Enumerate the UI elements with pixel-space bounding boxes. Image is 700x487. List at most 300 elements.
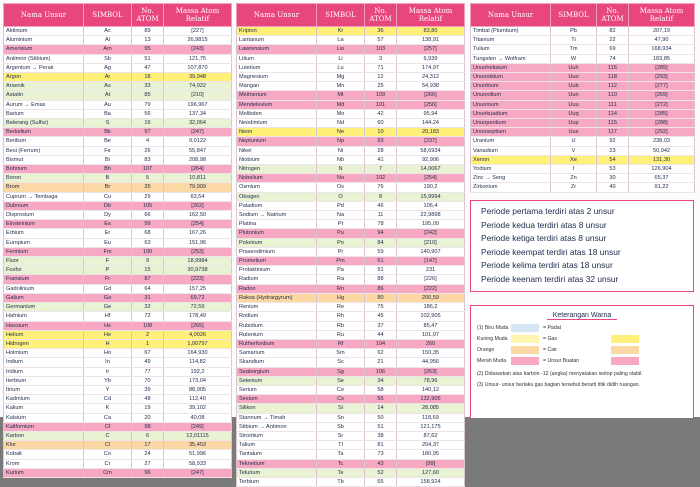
element-name: Indium bbox=[4, 358, 84, 367]
element-row bbox=[4, 257, 232, 266]
element-number: 12 bbox=[365, 73, 397, 82]
element-name: Fluor bbox=[4, 257, 84, 266]
element-number: 81 bbox=[365, 441, 397, 450]
element-mass: 157,25 bbox=[164, 284, 232, 293]
element-row bbox=[4, 358, 232, 367]
element-row bbox=[237, 109, 465, 118]
table-header-2 bbox=[237, 4, 465, 27]
element-symbol: In bbox=[84, 358, 132, 367]
element-mass: 26,9815 bbox=[164, 36, 232, 45]
element-symbol: Ge bbox=[84, 303, 132, 312]
element-symbol: Rb bbox=[317, 321, 365, 330]
element-row bbox=[237, 27, 465, 36]
element-row bbox=[4, 36, 232, 45]
element-symbol: Sb bbox=[84, 54, 132, 63]
element-name: Zinc → Seng bbox=[471, 174, 551, 183]
element-row bbox=[237, 376, 465, 385]
element-row bbox=[237, 312, 465, 321]
element-number: 108 bbox=[132, 321, 164, 330]
element-row bbox=[237, 441, 465, 450]
element-number: 75 bbox=[365, 303, 397, 312]
element-symbol: Cd bbox=[84, 395, 132, 404]
element-row bbox=[237, 73, 465, 82]
element-name: Kalium bbox=[4, 404, 84, 413]
element-number: 64 bbox=[132, 284, 164, 293]
element-number: 96 bbox=[132, 468, 164, 477]
element-row bbox=[4, 201, 232, 210]
element-number: 49 bbox=[132, 358, 164, 367]
element-number: 26 bbox=[132, 146, 164, 155]
element-mass: 58,933 bbox=[164, 459, 232, 468]
element-name: Lantanum bbox=[237, 36, 317, 45]
element-symbol: Ne bbox=[317, 128, 365, 137]
element-number: 109 bbox=[365, 91, 397, 100]
element-mass: 168,934 bbox=[629, 45, 695, 54]
element-number: 91 bbox=[365, 266, 397, 275]
element-row bbox=[4, 312, 232, 321]
element-symbol: Y bbox=[84, 385, 132, 394]
element-mass: 200,59 bbox=[397, 293, 465, 302]
element-symbol: Sm bbox=[317, 349, 365, 358]
element-mass: [254] bbox=[397, 174, 465, 183]
element-mass: 158,924 bbox=[397, 477, 465, 486]
element-name: Litium bbox=[237, 54, 317, 63]
element-row bbox=[4, 303, 232, 312]
element-name: Erbium bbox=[4, 229, 84, 238]
element-mass: 28,085 bbox=[397, 404, 465, 413]
element-row bbox=[237, 146, 465, 155]
element-row bbox=[237, 165, 465, 174]
element-table-3 bbox=[470, 3, 695, 193]
key-note: (2) Didasarkan atas karbon -12 (angka) menyatakan isotop paling stabil. bbox=[477, 371, 643, 377]
element-number: 15 bbox=[132, 266, 164, 275]
element-number: 46 bbox=[365, 201, 397, 210]
element-name: Barium bbox=[4, 109, 84, 118]
element-symbol: Lu bbox=[317, 63, 365, 72]
element-number: 98 bbox=[132, 422, 164, 431]
element-symbol: Mn bbox=[317, 82, 365, 91]
element-number: 23 bbox=[597, 146, 629, 155]
element-name: Polonium bbox=[237, 238, 317, 247]
element-mass: 74,922 bbox=[164, 82, 232, 91]
element-number: 94 bbox=[365, 229, 397, 238]
header-name: Nama Unsur bbox=[4, 4, 84, 27]
element-symbol: Li bbox=[317, 54, 365, 63]
period-info-box bbox=[470, 200, 694, 292]
element-symbol: Nb bbox=[317, 155, 365, 164]
element-row bbox=[4, 413, 232, 422]
element-symbol: Er bbox=[84, 229, 132, 238]
element-row bbox=[4, 183, 232, 192]
element-mass: 9,0122 bbox=[164, 137, 232, 146]
element-symbol: Cs bbox=[317, 395, 365, 404]
element-number: 72 bbox=[132, 312, 164, 321]
element-number: 65 bbox=[365, 477, 397, 486]
element-table-1 bbox=[3, 3, 232, 478]
element-row bbox=[237, 45, 465, 54]
element-name: Protaktinium bbox=[237, 266, 317, 275]
element-row bbox=[471, 63, 695, 72]
element-row bbox=[4, 404, 232, 413]
element-row bbox=[4, 137, 232, 146]
element-mass: 180,95 bbox=[397, 450, 465, 459]
element-name: Klor bbox=[4, 441, 84, 450]
element-mass: [99] bbox=[397, 459, 465, 468]
element-mass: 14,0067 bbox=[397, 165, 465, 174]
element-row bbox=[4, 220, 232, 229]
element-number: 19 bbox=[132, 404, 164, 413]
element-row bbox=[471, 54, 695, 63]
element-row bbox=[4, 54, 232, 63]
element-symbol: Ce bbox=[317, 385, 365, 394]
element-row bbox=[471, 174, 695, 183]
element-name: Holmium bbox=[4, 349, 84, 358]
element-name: Niobium bbox=[237, 155, 317, 164]
element-symbol: Zr bbox=[551, 183, 597, 192]
element-mass: 137,34 bbox=[164, 109, 232, 118]
element-row bbox=[237, 54, 465, 63]
element-row bbox=[4, 155, 232, 164]
element-mass: 30,9738 bbox=[164, 266, 232, 275]
element-name: Hafnium bbox=[4, 312, 84, 321]
element-number: 83 bbox=[132, 155, 164, 164]
element-mass: [266] bbox=[397, 91, 465, 100]
element-name: Kurium bbox=[4, 468, 84, 477]
element-symbol: Ag bbox=[84, 63, 132, 72]
element-name: Kadmium bbox=[4, 395, 84, 404]
element-symbol: Uuq bbox=[551, 109, 597, 118]
element-mass: [249] bbox=[164, 422, 232, 431]
element-number: 40 bbox=[597, 183, 629, 192]
element-mass: 39,102 bbox=[164, 404, 232, 413]
element-mass: [243] bbox=[164, 45, 232, 54]
element-symbol: Yb bbox=[84, 376, 132, 385]
element-name: Rutherfordium bbox=[237, 339, 317, 348]
element-name: Praseodimium bbox=[237, 247, 317, 256]
element-number: 106 bbox=[365, 367, 397, 376]
element-symbol: B bbox=[84, 174, 132, 183]
element-symbol: Co bbox=[84, 450, 132, 459]
element-number: 66 bbox=[132, 211, 164, 220]
element-mass: 91,22 bbox=[629, 183, 695, 192]
element-name: Rodium bbox=[237, 312, 317, 321]
element-row bbox=[237, 211, 465, 220]
element-row bbox=[471, 36, 695, 45]
element-number: 27 bbox=[132, 459, 164, 468]
element-number: 31 bbox=[132, 293, 164, 302]
element-name: Ununoktium bbox=[471, 73, 551, 82]
element-row bbox=[237, 229, 465, 238]
element-symbol: H bbox=[84, 339, 132, 348]
element-symbol: Pr bbox=[317, 247, 365, 256]
element-row bbox=[471, 128, 695, 137]
element-number: 103 bbox=[365, 45, 397, 54]
element-name: Serium bbox=[237, 385, 317, 394]
element-row bbox=[4, 330, 232, 339]
element-symbol: Ru bbox=[317, 330, 365, 339]
element-name: Neptunium bbox=[237, 137, 317, 146]
element-symbol: Uuu bbox=[551, 100, 597, 109]
element-number: 10 bbox=[365, 128, 397, 137]
element-name: Gadolinium bbox=[4, 284, 84, 293]
color-key-label: Kuning Muda bbox=[477, 336, 508, 342]
element-mass: 208,98 bbox=[164, 155, 232, 164]
element-row bbox=[4, 91, 232, 100]
element-name: Argentum → Perak bbox=[4, 63, 84, 72]
element-number: 92 bbox=[597, 137, 629, 146]
element-mass: 204,37 bbox=[397, 441, 465, 450]
element-number: 101 bbox=[365, 100, 397, 109]
element-row bbox=[237, 404, 465, 413]
element-mass: 196,967 bbox=[164, 100, 232, 109]
element-row bbox=[237, 339, 465, 348]
element-number: 1 bbox=[132, 339, 164, 348]
element-number: 112 bbox=[597, 82, 629, 91]
element-number: 87 bbox=[132, 275, 164, 284]
element-mass: 121,75 bbox=[164, 54, 232, 63]
element-name: Plutonium bbox=[237, 229, 317, 238]
element-mass: 78,96 bbox=[397, 376, 465, 385]
element-name: Galium bbox=[4, 293, 84, 302]
element-name: Molibden bbox=[237, 109, 317, 118]
element-symbol: P bbox=[84, 266, 132, 275]
element-row bbox=[237, 183, 465, 192]
element-mass: 4,0026 bbox=[164, 330, 232, 339]
element-symbol: Dy bbox=[84, 211, 132, 220]
element-symbol: Tl bbox=[317, 441, 365, 450]
element-mass: [288] bbox=[629, 119, 695, 128]
element-name: Nikel bbox=[237, 146, 317, 155]
element-mass: [257] bbox=[397, 45, 465, 54]
element-symbol: Al bbox=[84, 36, 132, 45]
color-key-meaning: = Unsur Buatan bbox=[543, 358, 580, 364]
element-symbol: Bh bbox=[84, 165, 132, 174]
element-number: 6 bbox=[132, 431, 164, 440]
element-number: 42 bbox=[365, 109, 397, 118]
element-mass: 69,72 bbox=[164, 293, 232, 302]
element-number: 95 bbox=[132, 45, 164, 54]
element-number: 53 bbox=[597, 165, 629, 174]
element-row bbox=[471, 119, 695, 128]
element-number: 62 bbox=[365, 349, 397, 358]
element-name: Itrium bbox=[4, 385, 84, 394]
element-mass: 35,453 bbox=[164, 441, 232, 450]
element-symbol: La bbox=[317, 36, 365, 45]
element-number: 68 bbox=[132, 229, 164, 238]
element-number: 16 bbox=[132, 119, 164, 128]
element-symbol: W bbox=[551, 54, 597, 63]
element-mass: 260 bbox=[397, 339, 465, 348]
element-symbol: Sb bbox=[317, 422, 365, 431]
element-row bbox=[237, 100, 465, 109]
element-number: 99 bbox=[132, 220, 164, 229]
element-name: Argon bbox=[4, 73, 84, 82]
element-mass: [285] bbox=[629, 109, 695, 118]
element-row bbox=[237, 349, 465, 358]
element-mass: [277] bbox=[629, 82, 695, 91]
element-symbol: Fr bbox=[84, 275, 132, 284]
element-number: 5 bbox=[132, 174, 164, 183]
element-mass: 138,91 bbox=[397, 36, 465, 45]
element-mass: 55,847 bbox=[164, 146, 232, 155]
element-row bbox=[237, 275, 465, 284]
color-swatch bbox=[611, 324, 639, 332]
element-name: Einsteinium bbox=[4, 220, 84, 229]
element-mass: 151,96 bbox=[164, 238, 232, 247]
element-name: Meitnerium bbox=[237, 91, 317, 100]
element-number: 45 bbox=[365, 312, 397, 321]
element-mass: [293] bbox=[629, 73, 695, 82]
element-symbol: Bi bbox=[84, 155, 132, 164]
element-number: 61 bbox=[365, 257, 397, 266]
element-mass: 144,24 bbox=[397, 119, 465, 128]
element-row bbox=[4, 174, 232, 183]
element-mass: [147] bbox=[397, 257, 465, 266]
element-name: Radon bbox=[237, 284, 317, 293]
element-mass: [264] bbox=[164, 165, 232, 174]
element-number: 55 bbox=[365, 395, 397, 404]
element-row bbox=[4, 27, 232, 36]
element-mass: 131,30 bbox=[629, 155, 695, 164]
element-number: 54 bbox=[597, 155, 629, 164]
element-mass: 24,312 bbox=[397, 73, 465, 82]
element-mass: 178,49 bbox=[164, 312, 232, 321]
element-name: Sodium → Natrium bbox=[237, 211, 317, 220]
element-name: Platina bbox=[237, 220, 317, 229]
element-row bbox=[237, 82, 465, 91]
element-name: Samarium bbox=[237, 349, 317, 358]
element-name: Neon bbox=[237, 128, 317, 137]
element-symbol: Uup bbox=[551, 119, 597, 128]
element-mass: 162,50 bbox=[164, 211, 232, 220]
element-mass: 50,942 bbox=[629, 146, 695, 155]
element-row bbox=[4, 284, 232, 293]
element-row bbox=[4, 422, 232, 431]
element-mass: [247] bbox=[164, 468, 232, 477]
element-mass: 65,37 bbox=[629, 174, 695, 183]
table-header-1 bbox=[4, 4, 232, 27]
element-number: 44 bbox=[365, 330, 397, 339]
element-mass: [254] bbox=[164, 220, 232, 229]
element-row bbox=[4, 395, 232, 404]
header-symbol: SIMBOL bbox=[317, 4, 365, 27]
key-note: (3) Unsur- unsur berlaku gas bagian tersebut berarti titik didih ruangan. bbox=[477, 382, 640, 388]
element-symbol: Re bbox=[317, 303, 365, 312]
element-name: Talium bbox=[237, 441, 317, 450]
element-name: Silikon bbox=[237, 404, 317, 413]
element-mass: 164,930 bbox=[164, 349, 232, 358]
element-number: 105 bbox=[132, 201, 164, 210]
element-name: Hidrogen bbox=[4, 339, 84, 348]
element-number: 110 bbox=[597, 91, 629, 100]
element-name: Lutetium bbox=[237, 63, 317, 72]
period-line: Periode keempat terdiri atas 18 unsur bbox=[481, 246, 621, 257]
element-row bbox=[237, 155, 465, 164]
element-name: Skandium bbox=[237, 358, 317, 367]
element-mass: 39,948 bbox=[164, 73, 232, 82]
element-symbol: Cm bbox=[84, 468, 132, 477]
element-number: 73 bbox=[365, 450, 397, 459]
element-name: Europium bbox=[4, 238, 84, 247]
element-row bbox=[4, 100, 232, 109]
element-symbol: Ca bbox=[84, 413, 132, 422]
element-mass: 79,909 bbox=[164, 183, 232, 192]
element-number: 32 bbox=[132, 303, 164, 312]
element-mass: 121,175 bbox=[397, 422, 465, 431]
element-name: Stannum → Timah bbox=[237, 413, 317, 422]
element-symbol: Be bbox=[84, 137, 132, 146]
element-symbol: K bbox=[84, 404, 132, 413]
element-number: 25 bbox=[365, 82, 397, 91]
element-row bbox=[471, 45, 695, 54]
element-row bbox=[237, 413, 465, 422]
element-symbol: Uub bbox=[551, 82, 597, 91]
element-symbol: Lw bbox=[317, 45, 365, 54]
element-number: 71 bbox=[365, 63, 397, 72]
element-mass: 32,064 bbox=[164, 119, 232, 128]
element-mass: 238,03 bbox=[629, 137, 695, 146]
color-key-meaning: = Gas bbox=[543, 336, 557, 342]
element-number: 36 bbox=[365, 27, 397, 36]
element-number: 82 bbox=[597, 27, 629, 36]
element-row bbox=[4, 266, 232, 275]
element-row bbox=[237, 266, 465, 275]
color-key-label: Merah Muda bbox=[477, 358, 507, 364]
element-row bbox=[4, 349, 232, 358]
element-mass: 58,6934 bbox=[397, 146, 465, 155]
element-row bbox=[4, 109, 232, 118]
color-key-row bbox=[471, 323, 693, 334]
element-symbol: He bbox=[84, 330, 132, 339]
element-name: Arsenik bbox=[4, 82, 84, 91]
element-symbol: Gd bbox=[84, 284, 132, 293]
element-mass: 106,4 bbox=[397, 201, 465, 210]
element-mass: 195,09 bbox=[397, 220, 465, 229]
element-number: 89 bbox=[132, 27, 164, 36]
element-row bbox=[471, 91, 695, 100]
element-number: 11 bbox=[365, 211, 397, 220]
element-mass: 72,59 bbox=[164, 303, 232, 312]
element-row bbox=[471, 73, 695, 82]
element-mass: 44,956 bbox=[397, 358, 465, 367]
element-number: 48 bbox=[132, 395, 164, 404]
element-number: 63 bbox=[132, 238, 164, 247]
element-row bbox=[237, 358, 465, 367]
element-symbol: Tc bbox=[317, 459, 365, 468]
element-name: Brom bbox=[4, 183, 84, 192]
element-mass: 102,905 bbox=[397, 312, 465, 321]
element-mass: 190,2 bbox=[397, 183, 465, 192]
element-name: Besi (Ferrum) bbox=[4, 146, 84, 155]
element-name: Titanium bbox=[471, 36, 551, 45]
element-symbol: Rh bbox=[317, 312, 365, 321]
element-symbol: Sr bbox=[317, 431, 365, 440]
element-name: Timbal (Plumbum) bbox=[471, 27, 551, 36]
element-mass: 150,35 bbox=[397, 349, 465, 358]
element-mass: 85,47 bbox=[397, 321, 465, 330]
element-name: Bismut bbox=[4, 155, 84, 164]
element-symbol: Hs bbox=[84, 321, 132, 330]
color-key-row bbox=[471, 356, 693, 367]
element-mass: 174,97 bbox=[397, 63, 465, 72]
element-row bbox=[4, 45, 232, 54]
element-symbol: Mg bbox=[317, 73, 365, 82]
color-swatch bbox=[511, 357, 539, 365]
element-name: Paladium bbox=[237, 201, 317, 210]
element-name: Iterbium bbox=[4, 376, 84, 385]
element-number: 17 bbox=[132, 441, 164, 450]
element-name: Antimon (Stibium) bbox=[4, 54, 84, 63]
